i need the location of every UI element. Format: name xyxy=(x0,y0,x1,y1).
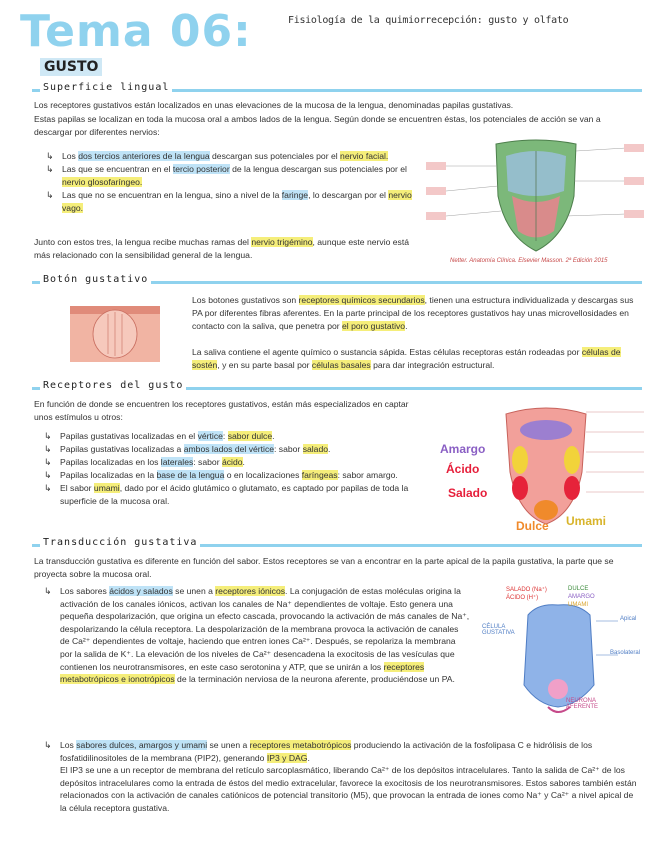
diagram-label-neurona: NEURONA AFERENTE xyxy=(566,698,599,710)
diagram-label-acido: ÁCIDO (H⁺) xyxy=(506,595,539,601)
diagram-label-umami: UMAMI xyxy=(568,602,588,608)
diagram-label-dulce: DULCE xyxy=(568,586,589,592)
list-item: ↳ Papilas localizadas en los laterales: sabor ácido. xyxy=(44,456,434,469)
list-item: ↳ El sabor umami, dado por el ácido glutámico o glutamato, es captado por papilas de toda la superficie de la mucosa oral. xyxy=(44,482,434,508)
label-acido: Ácido xyxy=(446,462,480,476)
transduccion-intro: La transducción gustativa es diferente en función del sabor. Estos receptores se van a encontrar en la parte apical de la papila gustativa, la parte que se proyecta sobre la mucosa oral. xyxy=(34,556,614,579)
label-dulce: Dulce xyxy=(516,519,549,533)
diagram-label-basolateral: Basolateral xyxy=(610,650,641,656)
diagram-label-amargo: AMARGO xyxy=(568,594,595,600)
taste-bud-image xyxy=(50,292,180,372)
label-amargo: Amargo xyxy=(440,442,486,456)
boton-p1: Los botones gustativos son receptores químicos secundarios, tienen una estructura individualizada y descargas sus PA por diferentes fibras aferentes. En la parte principal de los receptores gustativos hay unas microvellosidades en contacto con la saliva, que penetra por el poro gustativo. xyxy=(192,295,634,331)
superficie-p3: Junto con estos tres, la lengua recibe muchas ramas del nervio trigémino, aunque este nervio está más relacionado con la sensibilidad general de la lengua. xyxy=(34,237,410,260)
receptores-list xyxy=(44,430,434,508)
superficie-p1: Los receptores gustativos están localizados en unas elevaciones de la mucosa de la lengua, denominadas papilas gustativas. xyxy=(34,100,514,110)
section-label-gusto: GUSTO xyxy=(40,58,102,76)
diagram-label-celula: CÉLULA GUSTATIVA xyxy=(482,624,515,636)
section-heading-superficie: Superficie lingual xyxy=(40,82,172,93)
transduccion-b2-cont: El IP3 se une a un receptor de membrana del retículo sarcoplasmático, liberando Ca²⁺ de los depósitos intracelulares. Tanto la salida de Ca²⁺ de los depósitos intracelulares como la entrada de éstos del medio extracelular, favorece la exocitosis de los neurotransmisores. Estos sabores también están relacionados con la activación de canales catiónicos de potencial transitorio (M5), que provocan la entrada de iones como Na⁺ y Ca²⁺ a nivel apical de la célula receptora gustativa. xyxy=(60,765,637,813)
section-heading-transduccion: Transducción gustativa xyxy=(40,537,200,548)
section-heading-boton: Botón gustativo xyxy=(40,274,151,285)
section-heading-receptores: Receptores del gusto xyxy=(40,380,186,391)
list-item: ↳ Las que no se encuentran en la lengua, sino a nivel de la faringe, lo descargan por el nervio vago. xyxy=(46,189,416,215)
transduccion-b2 xyxy=(44,739,638,815)
page-subtitle: Fisiología de la quimiorrecepción: gusto y olfato xyxy=(288,15,569,26)
label-salado: Salado xyxy=(448,486,488,500)
list-item: ↳ Papilas localizadas en la base de la lengua o en localizaciones faríngeas: sabor amargo. xyxy=(44,469,434,482)
receptores-intro: En función de donde se encuentren los receptores gustativos, están más especializados en captar unos estímulos u otros: xyxy=(34,399,409,422)
list-item: ↳ Papilas gustativas localizadas en el vértice: sabor dulce. xyxy=(44,430,434,443)
taste-map-image xyxy=(486,402,646,530)
transduccion-b1 xyxy=(44,585,470,686)
diagram-label-apical: Apical xyxy=(620,616,637,622)
list-item: ↳ Los sabores dulces, amargos y umami se unen a receptores metabotrópicos produciendo la activación de la fosfolipasa C e hidrólisis de los fosfatidilinositoles de la membrana (PIP2), generando IP3 y DAG. xyxy=(44,739,638,764)
superficie-bullets xyxy=(46,150,416,215)
list-item: ↳ Los dos tercios anteriores de la lengua descargan sus potenciales por el nervio facial. xyxy=(46,150,416,163)
list-item: ↳ Las que se encuentran en el tercio posterior de la lengua descargan sus potenciales por el nervio glosofaríngeo. xyxy=(46,163,416,189)
page-title: Tema 06: xyxy=(20,6,252,57)
list-item: ↳ Papilas gustativas localizadas a ambos lados del vértice: sabor salado. xyxy=(44,443,434,456)
boton-p2: La saliva contiene el agente químico o sustancia sápida. Estas células receptoras están rodeadas por células de sostén, y en su parte basal por células basales para dar integración estructural. xyxy=(192,347,621,370)
image-caption: Netter. Anatomía Clínica. Elsevier Masson. 2ª Edición 2015 xyxy=(450,258,608,264)
list-item: ↳ Los sabores ácidos y salados se unen a receptores iónicos. La conjugación de estas moléculas origina la activación de los canales iónicos, activan los canales de Na⁺ dependientes de voltaje. Esto genera una pequeña despolarización, que origina un efecto cascada, provocando la activación de más canales de Na⁺, despolarizando la célula receptora. La despolarización de la membrana provoca la activación de canales de Ca²⁺ dependientes de voltaje, haciendo que entren iones Ca²⁺. Después, se repolariza la membrana por la salida de K⁺. La elevación de los niveles de Ca²⁺ desencadena la exocitosis de las vesículas que contienen los neurotransmisores, en este caso serotonina y ATP, que se unirán a los receptores metabotrópicos e ionotrópicos de la terminación nerviosa de la neurona aferente, produciéndose un PA. xyxy=(44,585,470,686)
tongue-nerves-image xyxy=(426,136,644,256)
superficie-p2: Estas papilas se localizan en toda la mucosa oral a ambos lados de la lengua. Según donde se encuentren éstas, los potenciales de acción se van a descargar por diferentes nervios: xyxy=(34,114,601,137)
diagram-label-salado: SALADO (Na⁺) xyxy=(506,587,547,593)
label-umami: Umami xyxy=(566,514,607,528)
